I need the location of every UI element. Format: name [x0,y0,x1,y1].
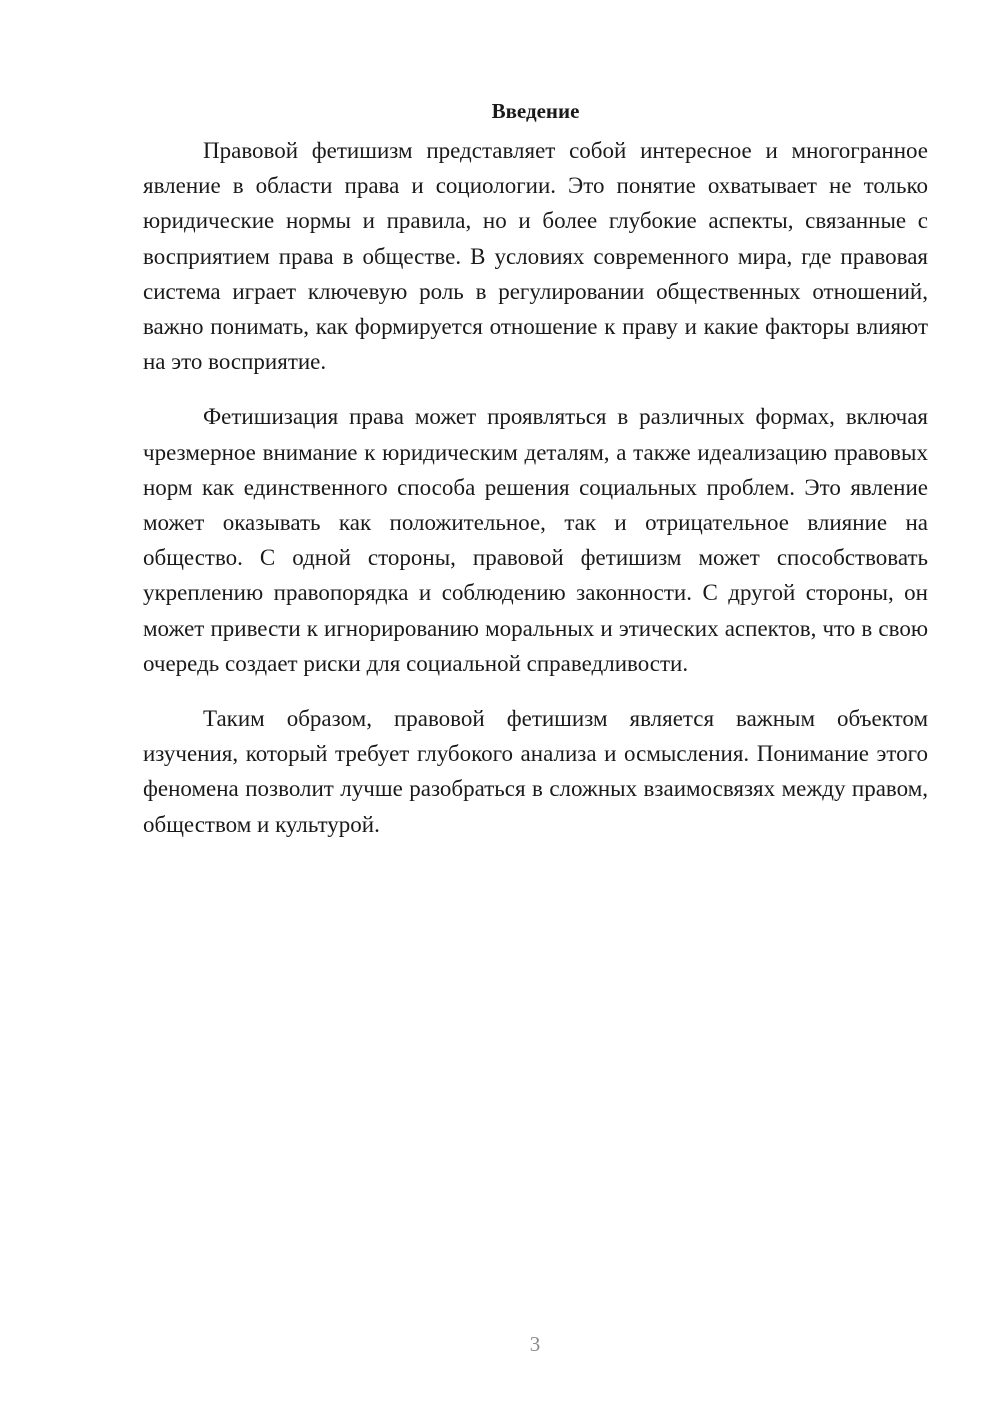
section-title: Введение [491,99,580,123]
page-content [143,97,928,842]
paragraph-2: Фетишизация права может проявляться в различных формах, включая чрезмерное внимание к юридическим деталям, а также идеализацию правовых норм как единственного способа решения социальных проблем. Это явление может оказывать как положительное, так и отрицательное влияние на общество. С одной стороны, правовой фетишизм может способствовать укреплению правопорядка и соблюдению законности. С другой стороны, он может привести к игнорированию моральных и этических аспектов, что в свою очередь создает риски для социальной справедливости. [143,404,928,676]
paragraph-1: Правовой фетишизм представляет собой интересное и многогранное явление в области права и социологии. Это понятие охватывает не только юридические нормы и правила, но и более глубокие аспекты, связанные с восприятием права в обществе. В условиях современного мира, где правовая система играет ключевую роль в регулировании общественных отношений, важно понимать, как формируется отношение к праву и какие факторы влияют на это восприятие. [143,138,928,375]
page-number: 3 [529,1332,541,1356]
paragraph-3: Таким образом, правовой фетишизм является важным объектом изучения, который требует глубокого анализа и осмысления. Понимание этого феномена позволит лучше разобраться в сложных взаимосвязях между правом, обществом и культурой. [143,706,928,837]
